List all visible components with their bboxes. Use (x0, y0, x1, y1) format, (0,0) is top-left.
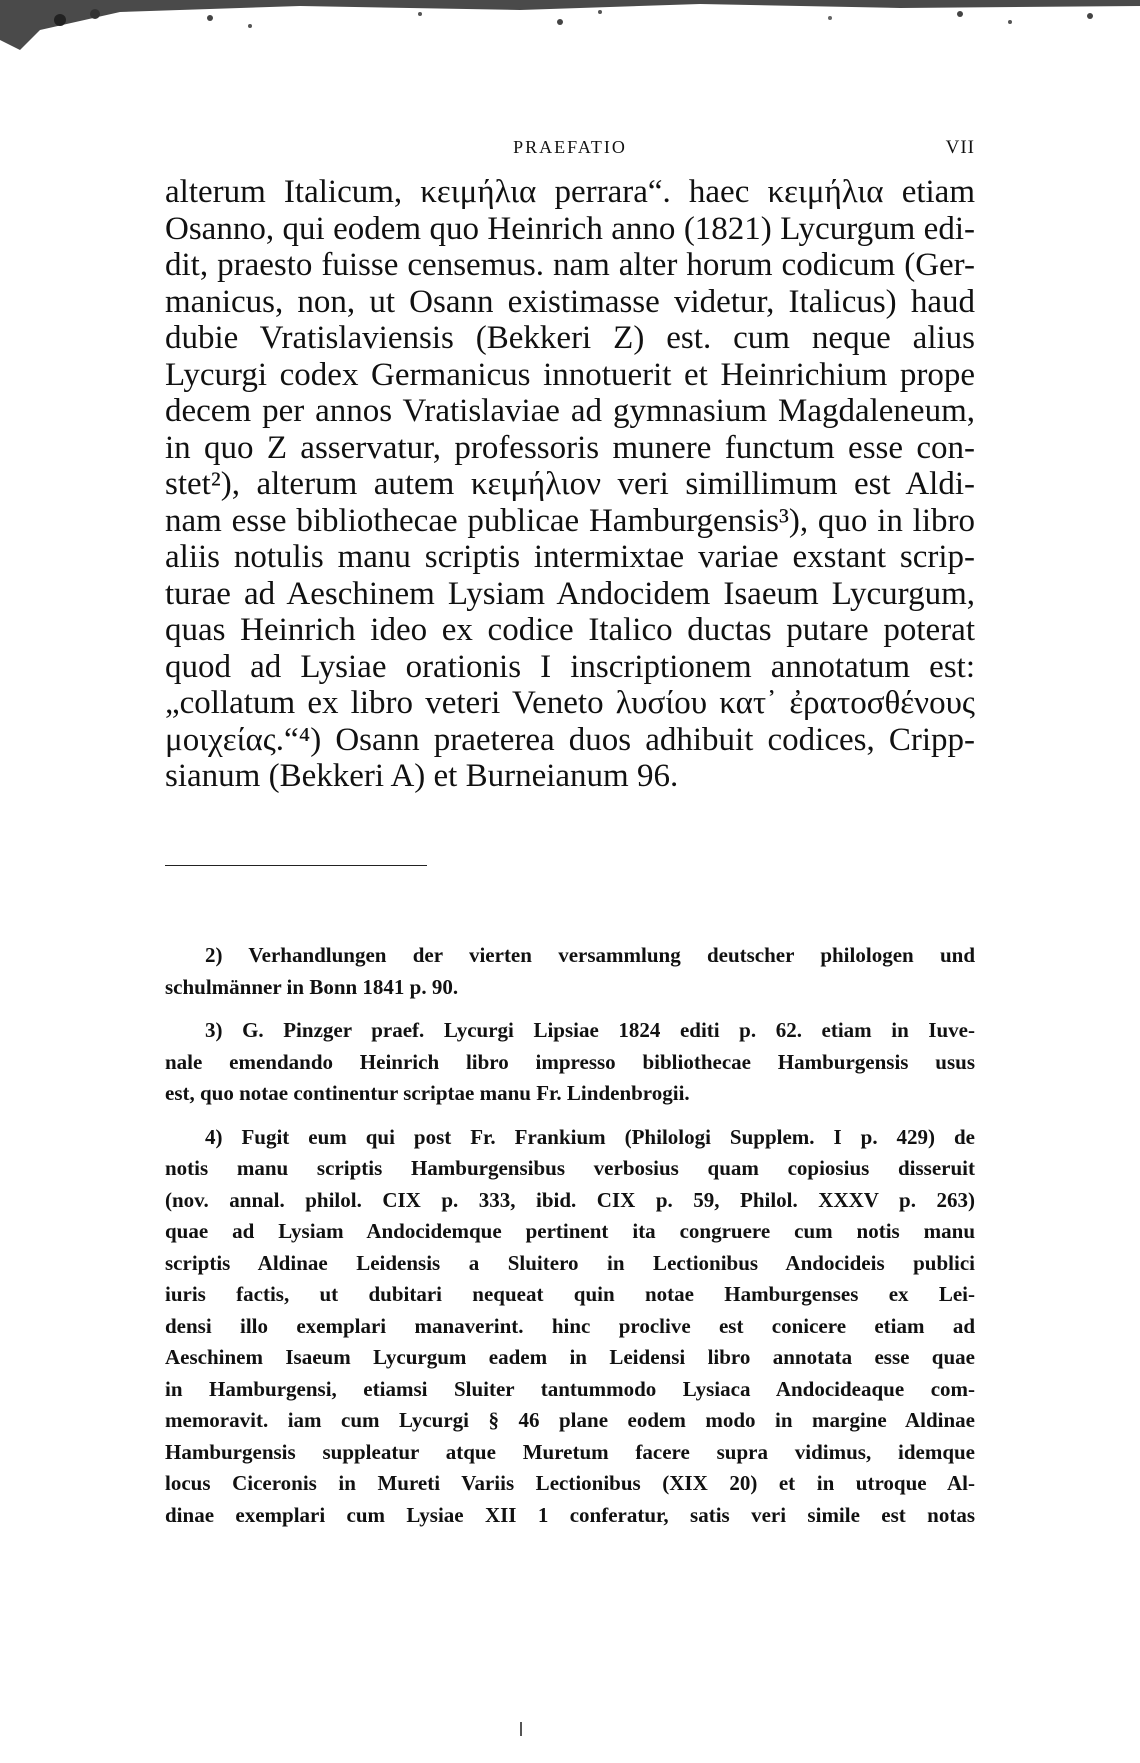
footnotes (165, 940, 975, 1531)
text-line: aliis notulis manu scriptis intermixtae variae exstant scrip- (165, 539, 975, 575)
footnote-line: notis manu scriptis Hamburgensibus verbosius quam copiosius disseruit (165, 1156, 975, 1180)
footnote-line: 3) G. Pinzger praef. Lycurgi Lipsiae 1824 editi p. 62. etiam in Iuve- (205, 1018, 975, 1042)
text-line: nam esse bibliothecae publicae Hamburgensis³), quo in libro (165, 502, 975, 539)
footnote-2 (165, 940, 975, 1003)
footnote-4 (165, 1122, 975, 1532)
footnote-line: iuris factis, ut dubitari nequeat quin notae Hamburgenses ex Lei- (165, 1282, 975, 1306)
text-line: μοιχείας.“⁴) Osann praeterea duos adhibuit codices, Cripp- (165, 721, 975, 758)
page-number: VII (945, 137, 975, 158)
footnote-line: dinae exemplari cum Lysiae XII 1 conferatur, satis veri simile est notas (165, 1502, 975, 1527)
footnote-line: locus Ciceronis in Mureti Variis Lectionibus (XIX 20) et in utroque Al- (165, 1471, 975, 1495)
footnote-line: 2) Verhandlungen der vierten versammlung deutscher philologen und (205, 943, 975, 967)
text-line: dit, praesto fuisse censemus. nam alter horum codicum (Ger- (165, 247, 975, 283)
footnote-line: densi illo exemplari manaverint. hinc proclive est conicere etiam ad (165, 1313, 975, 1338)
footnote-line: in Hamburgensi, etiamsi Sluiter tantummodo Lysiaca Andocideaque com- (165, 1376, 975, 1401)
footnote-line: quae ad Lysiam Andocidemque pertinent ita congruere cum notis manu (165, 1219, 975, 1243)
text-line: Osanno, qui eodem quo Heinrich anno (1821) Lycurgum edi- (165, 210, 975, 247)
stray-ink-mark (520, 1722, 522, 1736)
text-line: in quo Z asservatur, professoris munere functum esse con- (165, 429, 975, 466)
running-head (165, 137, 975, 161)
main-text (165, 174, 975, 795)
footnote-gap (165, 1003, 975, 1015)
text-line: „collatum ex libro veteri Veneto λυσίου κατ᾽ ἐρατοσθένους (165, 685, 975, 721)
footnote-gap (165, 1110, 975, 1122)
text-line: quod ad Lysiae orationis I inscriptionem annotatum est: (165, 648, 975, 685)
text-line: alterum Italicum, κειμήλια perrara“. haec κειμήλια etiam (165, 174, 975, 210)
footnote-line: nale emendando Heinrich libro impresso bibliothecae Hamburgensis usus (165, 1049, 975, 1074)
footnote-line: (nov. annal. philol. CIX p. 333, ibid. CIX p. 59, Philol. XXXV p. 263) (165, 1187, 975, 1212)
text-line: quas Heinrich ideo ex codice Italico ductas putare poterat (165, 612, 975, 648)
footnote-line: scriptis Aldinae Leidensis a Sluitero in Lectionibus Andocideis publici (165, 1250, 975, 1275)
text-line: Lycurgi codex Germanicus innotuerit et Heinrichium prope (165, 356, 975, 393)
footnote-separator (165, 865, 427, 866)
running-title: PRAEFATIO (513, 137, 627, 157)
footnote-line: schulmänner in Bonn 1841 p. 90. (165, 974, 459, 999)
footnote-line: memoravit. iam cum Lycurgi § 46 plane eodem modo in margine Aldinae (165, 1408, 975, 1432)
scan-edge-noise (0, 0, 1140, 60)
text-line: turae ad Aeschinem Lysiam Andocidem Isaeum Lycurgum, (165, 575, 975, 612)
text-line: dubie Vratislaviensis (Bekkeri Z) est. cum neque alius (165, 320, 975, 356)
text-line: sianum (Bekkeri A) et Burneianum 96. (165, 758, 679, 794)
footnote-line: est, quo notae continentur scriptae manu Fr. Lindenbrogii. (165, 1081, 690, 1105)
text-line: stet²), alterum autem κειμήλιον veri simillimum est Aldi- (165, 466, 975, 502)
footnote-line: Hamburgensis suppleatur atque Muretum facere supra vidimus, idemque (165, 1439, 975, 1464)
text-line: manicus, non, ut Osann existimasse videtur, Italicus) haud (165, 283, 975, 320)
footnote-3 (165, 1015, 975, 1110)
text-line: decem per annos Vratislaviae ad gymnasium Magdaleneum, (165, 393, 975, 429)
footnote-line: Aeschinem Isaeum Lycurgum eadem in Leidensi libro annotata esse quae (165, 1345, 975, 1369)
footnote-line: 4) Fugit eum qui post Fr. Frankium (Philologi Supplem. I p. 429) de (205, 1124, 975, 1149)
